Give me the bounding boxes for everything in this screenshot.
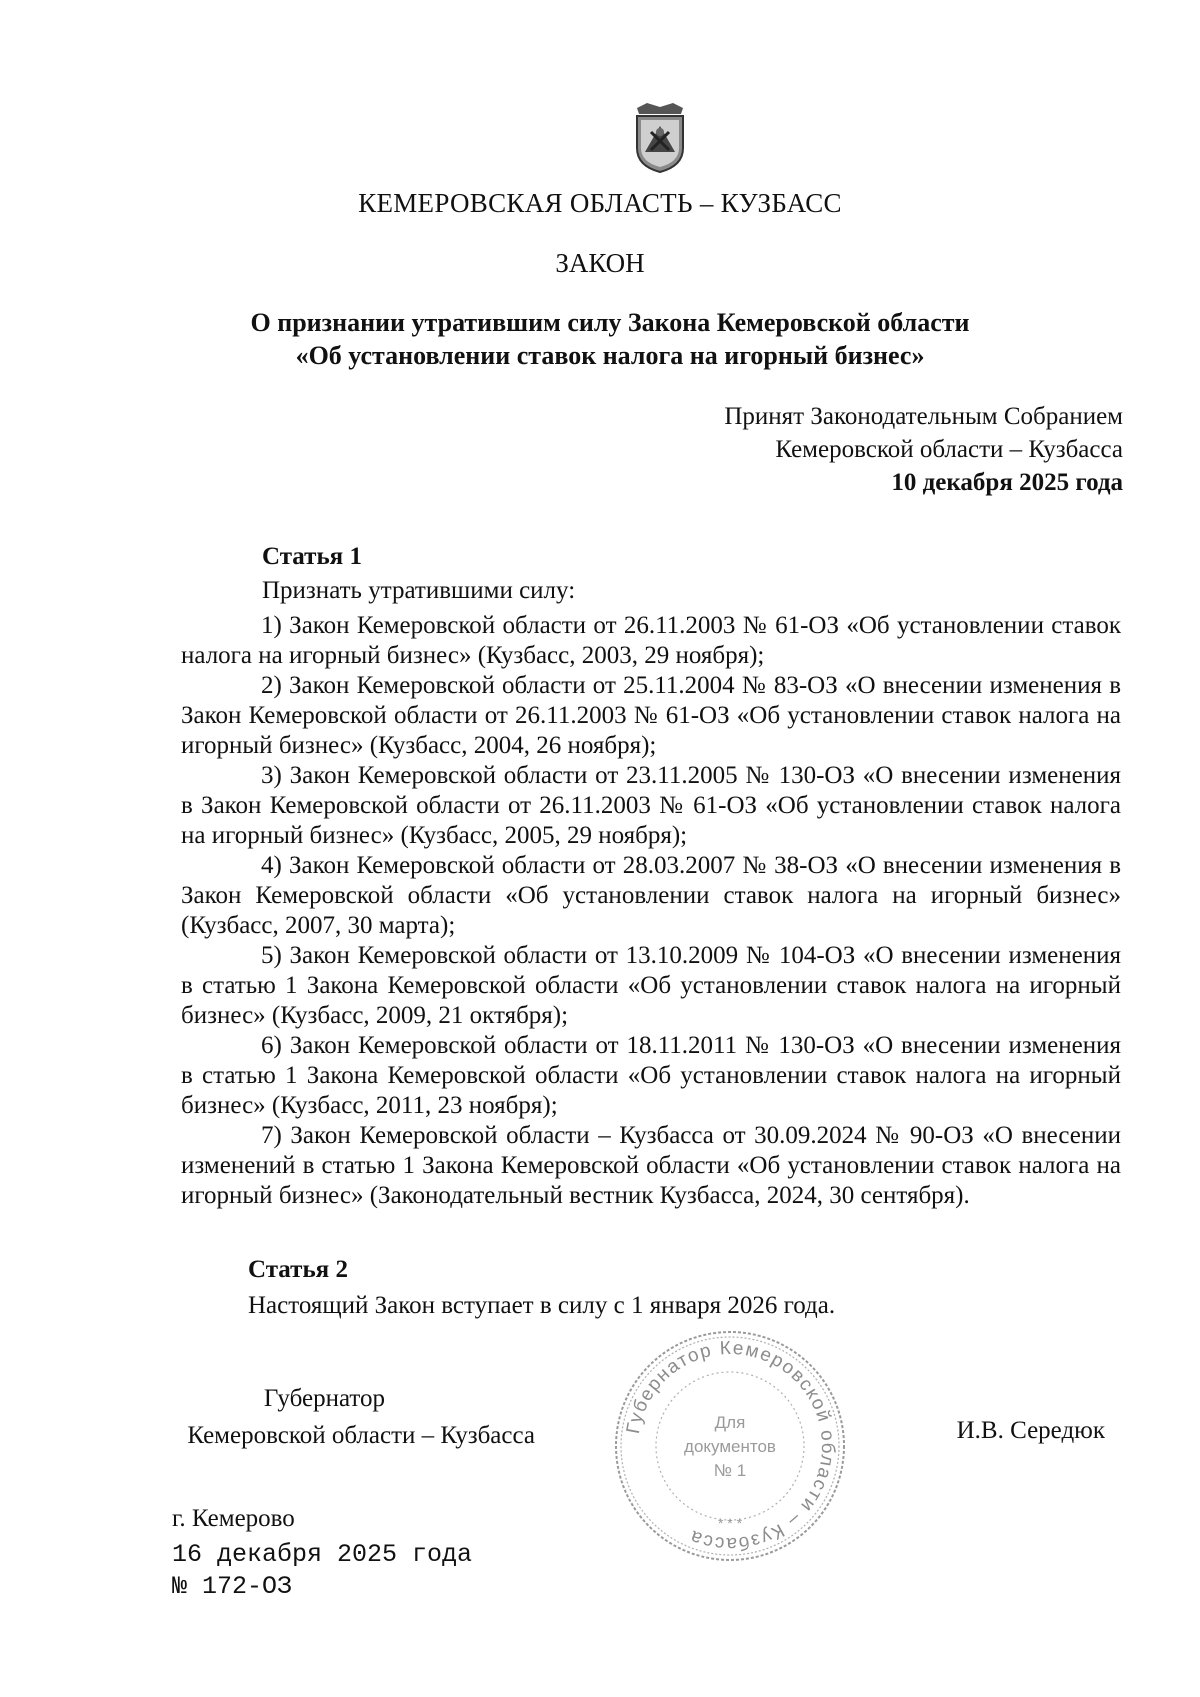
seal-center-line-1: Для [714, 1413, 746, 1432]
title-line-1: О признании утратившим силу Закона Кемеровской области [250, 308, 970, 337]
article-2-text: Настоящий Закон вступает в силу с 1 января 2026 года. [248, 1292, 836, 1319]
list-item: 7) Закон Кемеровской области – Кузбасса от 30.09.2024 № 90-ОЗ «О внесении изменений в статью 1 Закона Кемеровской области «Об установлении ставок налога на игорный бизнес» (Законодательный вестник Кузбасса, 2024, 30 сентября). [181, 1122, 1121, 1209]
signing-place: г. Кемерово [172, 1505, 295, 1532]
adoption-date: 10 декабря 2025 года [891, 469, 1123, 496]
list-item: 6) Закон Кемеровской области от 18.11.2011 № 130-ОЗ «О внесении изменения в статью 1 Закона Кемеровской области «Об установлении ставок налога на игорный бизнес» (Кузбасс, 2011, 23 ноября); [181, 1032, 1121, 1119]
governor-title-line-2: Кемеровской области – Кузбасса [187, 1422, 535, 1449]
list-item: 2) Закон Кемеровской области от 25.11.2004 № 83-ОЗ «О внесении изменения в Закон Кемеровской области от 26.11.2003 № 61-ОЗ «Об установлении ставок налога на игорный бизнес» (Кузбасс, 2004, 26 ноября); [181, 672, 1121, 759]
region-heading: КЕМЕРОВСКАЯ ОБЛАСТЬ – КУЗБАСС [358, 188, 842, 218]
signing-date: 16 декабря 2025 года [172, 1540, 473, 1569]
title-line-2: «Об установлении ставок налога на игорный бизнес» [295, 341, 925, 370]
official-seal [612, 1328, 848, 1564]
seal-ring-text: Губернатор Кемеровской области – Кузбасса [622, 1337, 839, 1555]
list-item: 3) Закон Кемеровской области от 23.11.2005 № 130-ОЗ «О внесении изменения в Закон Кемеровской области от 26.11.2003 № 61-ОЗ «Об установлении ставок налога на игорный бизнес» (Кузбасс, 2005, 29 ноября); [181, 762, 1121, 849]
article-2-heading: Статья 2 [248, 1256, 348, 1283]
adoption-line-1: Принят Законодательным Собранием [724, 403, 1123, 430]
coat-of-arms-icon [631, 102, 689, 174]
adoption-line-2: Кемеровской области – Кузбасса [775, 436, 1123, 463]
seal-stars: * * * [717, 1515, 743, 1531]
list-item: 4) Закон Кемеровской области от 28.03.2007 № 38-ОЗ «О внесении изменения в Закон Кемеровской области «Об установлении ставок налога на игорный бизнес» (Кузбасс, 2007, 30 марта); [181, 852, 1121, 939]
repealed-laws-list [181, 611, 1121, 1211]
article-1-heading: Статья 1 [262, 543, 362, 570]
list-item: 1) Закон Кемеровской области от 26.11.2003 № 61-ОЗ «Об установлении ставок налога на игорный бизнес» (Кузбасс, 2003, 29 ноября); [181, 612, 1121, 669]
law-number: № 172-ОЗ [172, 1572, 293, 1601]
seal-center-line-3: № 1 [713, 1461, 747, 1480]
article-1-intro: Признать утратившими силу: [262, 577, 576, 604]
adoption-block [724, 400, 1123, 499]
list-item: 5) Закон Кемеровской области от 13.10.2009 № 104-ОЗ «О внесении изменения в статью 1 Закона Кемеровской области «Об установлении ставок налога на игорный бизнес» (Кузбасс, 2009, 21 октября); [181, 942, 1121, 1029]
governor-title [0, 1380, 535, 1454]
document-title [200, 306, 1020, 372]
governor-title-line-1: Губернатор [263, 1385, 385, 1412]
governor-name: И.В. Середюк [956, 1417, 1105, 1444]
seal-center-line-2: документов [684, 1437, 776, 1456]
document-type: ЗАКОН [555, 248, 645, 278]
